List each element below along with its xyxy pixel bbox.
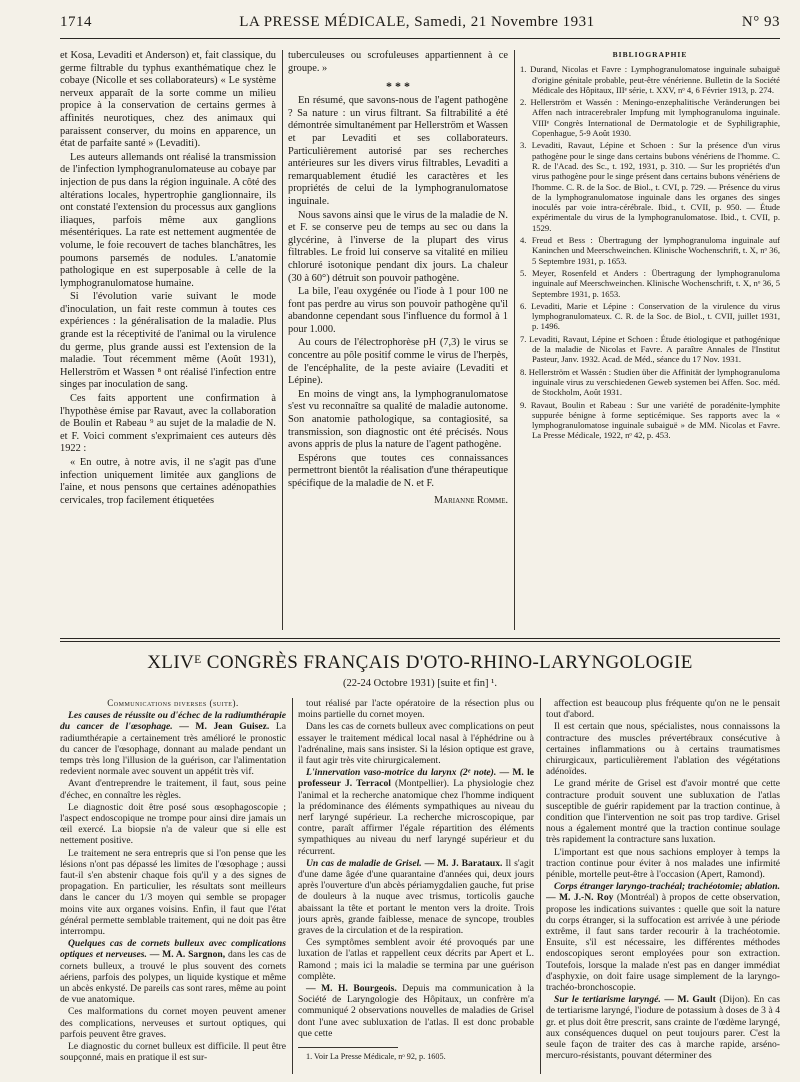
bibliography-list [520, 64, 780, 440]
footnote: 1. Voir La Presse Médicale, nᵒ 92, p. 1605. [306, 1052, 446, 1062]
running-title: LA PRESSE MÉDICALE, Samedi, 21 Novembre 1931 [239, 14, 595, 30]
paragraph: tuberculeuses ou scrofuleuses appartiennent à ce groupe. » [288, 50, 508, 74]
paragraph: Espérons que toutes ces connaissances permettront bientôt la réalisation d'une thérapeutique spécifique de la maladie de N. et F. [288, 452, 508, 489]
paragraph: Nous savons ainsi que le virus de la maladie de N. et F. se conserve peu de temps au sec ou dans la glycérine, à l'inverse de la plupart des virus filtrables. Le froid lui conserve sa vitalité en milieu chloruré isotonique pendant dix jours. La chaleur (30 à 60°) détruit son pouvoir pathogène. [288, 209, 508, 284]
paragraph: Le grand mérite de Grisel est d'avoir montré que cette contracture produit souvent une subluxation de l'atlas susceptible de guérir rapidement par la traction continue, à condition que l'intervention ne soit pas trop tardive. Grisel nous a également montré que la traction continue soulage très rapidement la contracture sans luxation. [546, 778, 780, 846]
article-lymphogranulomatose [60, 50, 780, 630]
top-column-2 [288, 50, 508, 630]
page-number: 1714 [60, 14, 92, 30]
paragraph: Au cours de l'électrophorèse pH (7,3) le virus se concentre au pôle positif comme le virus de l'herpès, de l'encéphalite, de la peste aviaire (Levaditi et Lépine). [288, 337, 508, 387]
paragraph: Le diagnostic doit être posé sous œsophagoscopie ; l'aspect endoscopique ne trompe pour ainsi dire jamais un œil exercé. La biopsie n'a de valeur que si elle est nettement positive. [60, 801, 286, 847]
bibliography-entry: 5. Meyer, Rosenfeld et Anders : Übertragung der lymphogranuloma inguinale auf Meerschweinchen. Klinische Wochenschrift, t. X, nᵒ 36, 5 Septembre 1931, p. 1653. [520, 267, 780, 299]
issue-number: N° 93 [741, 14, 780, 30]
communication: Quelques cas de cornets bulleux avec complications optiques et nerveuses. — M. A. Sargnon, dans les cas de cornets bulleux, a trouvé le plus souvent des cornets aériens, parfois des polypes, un liquide kystique et même un abcès enkysté. De pareils cas sont rares, même au point de vue anatomique. [60, 938, 286, 1006]
author-signature: Marianne Romme. [434, 494, 508, 506]
section-label: Communications diverses (suite). [107, 698, 239, 708]
paragraph: En moins de vingt ans, la lymphogranulomatose s'est vu reconnaître sa qualité de maladie autonome. Son anatomie pathologique, sa contagiosité, sa transmission, son diagnostic ont été précisés. Nous avons appris de plus la nature de l'agent pathogène. [288, 388, 508, 451]
paragraph: En résumé, que savons-nous de l'agent pathogène ? Sa nature : un virus filtrant. Sa filtrabilité a été démontrée simultanément par Hellerström et Wassen et par Levaditi et ses collaborateurs. Particulièrement autorisé par ses recherches antérieures sur les divers virus filtrables, Levaditi a remarquablement étudié les caractères et les propriétés de celui de la lymphogranulomatose inguinale. [288, 95, 508, 207]
paragraph: Il est certain que nous, spécialistes, nous connaissons la contracture des muscles prévertébraux consécutive à certaines inflammations ou à certains traumatismes chirurgicaux, particulièrement l'ablation des végétations adénoïdes. [546, 721, 780, 778]
paragraph: « En outre, à notre avis, il ne s'agit pas d'une infection uniquement limitée aux ganglions de l'aine, et nous pensons que certaines adénopathies cervicales, trop facilement étiquetées [60, 457, 276, 506]
paragraph: affection est beaucoup plus fréquente qu'on ne le pensait tout d'abord. [546, 698, 780, 721]
bottom-column-2 [298, 698, 534, 1074]
communication: Sur le tertiarisme laryngé. — M. Gault (Dijon). En cas de tertiarisme laryngé, l'iodure de potassium à doses de 3 à 4 gr. et plus doit être prescrit, sans crainte de l'œdème laryngé, aux conséquences duquel on peut toujours parer. C'est la seule façon de traiter des cas à marche rapide, arséno-mercuro-résistants, pouvant déterminer des [546, 994, 780, 1062]
bottom-column-3 [546, 698, 780, 1074]
column-rule [514, 50, 515, 630]
communication: Les causes de réussite ou d'échec de la radiumthérapie du cancer de l'œsophage. — M. Jean Guisez. La radiumthérapie a certainement très amélioré le pronostic du cancer de l'œsophage, donnant au malade pendant un temps très long l'illusion de la guérison, car l'alimentation redevient normale avec souvent un appétit très vif. [60, 710, 286, 778]
column-rule [282, 50, 283, 630]
section-stars: * * * [386, 79, 410, 94]
paragraph: L'important est que nous sachions employer à temps la traction continue pour éviter à nos malades une infirmité pénible, mortelle peut-être à l'occasion (Apert, Ramond). [546, 846, 780, 881]
bibliography [520, 50, 780, 630]
bottom-column-1 [60, 698, 286, 1074]
paragraph: Ces malformations du cornet moyen peuvent amener des complications, nerveuses et surtout optiques, qui parfois peuvent être graves. [60, 1006, 286, 1040]
section-divider [60, 638, 780, 639]
bibliography-entry: 4. Freud et Bess : Übertragung der lymphogranuloma inguinale auf Kaninchen und Meerschweinchen. Klinische Wochenschrift, t. X, nᵒ 36, 5 Septembre 1931, p. 1653. [520, 235, 780, 266]
paragraph: Si l'évolution varie suivant le mode d'inoculation, un fait reste commun à toutes ces expériences : la généralisation de la maladie. Plus grande est la réceptivité de l'animal ou la virulence du germe, plus grande aussi est l'extension de la maladie. Tout récemment même (Août 1931), Hellerström et Wassen ⁸ ont réalisé l'infection entre singes par inoculation de sang. [60, 291, 276, 391]
paragraph: tout réalisé par l'acte opératoire de la résection plus ou moins partielle du cornet moyen. [298, 698, 534, 721]
communication: Un cas de maladie de Grisel. — M. J. Barataux. Il s'agit d'une dame âgée d'une quarantaine d'années qui, deux jours après l'ouverture d'un abcès périamygdalien gauche, fut prise de douleurs à la nuque avec trismus, torticolis gauche abaissant la tête et portant le menton vers la droite. Trois jours après, grande faiblesse, menace de syncope, troubles graves de la circulation et de la respiration. [298, 857, 534, 937]
bibliography-entry: 3. Levaditi, Ravaut, Lépine et Schoen : Sur la présence d'un virus pathogène pour le singe dans certains bubons vénériens de l'homme. C. R. de l'Acad. des Sc., t. 192, 1931, p. 310. — Sur les propriétés d'un virus pathogène pour le singe présent dans certains bubons vénériens de l'homme. C. R. de la Soc. de Biol., t. CVI, p. 729. — Présence du virus de la lymphogranulomatose inguinale dans les organes des singes inoculés par voie intra-cérébrale. Ibid., t. CVII, p. 950. — Étude expérimentale du virus de la lymphogranulomatose. Ibid., t. CVII, p. 1529. [520, 140, 780, 233]
bibliography-title: BIBLIOGRAPHIE [612, 50, 688, 59]
top-column-1 [60, 50, 276, 630]
paragraph: Les auteurs allemands ont réalisé la transmission de l'infection lymphogranulomateuse au cobaye par injection de pus dans la région inguinale. A côté des altérations locales, hypertrophie ganglionnaire, ils ont constaté l'extension du processus aux ganglions iliaques, parfois même aux ganglions mésentériques. La rate est nettement augmentée de volume, le foie recouvert de taches blanchâtres, les poumons parsemés de nodules. L'anatomie pathologique en est superposable à celle de la lymphogranulomatose humaine. [60, 151, 276, 289]
congress-subtitle: (22-24 Octobre 1931) [suite et fin] ¹. [343, 678, 497, 689]
bibliography-entry: 1. Durand, Nicolas et Favre : Lymphogranulomatose inguinale subaiguë d'origine génitale probable, peut-être vénérienne. Bulletin de la Société Médicale des Hôpitaux, IIIᵉ série, t. XXV, nᵒ 4, 6 Février 1913, p. 274. [520, 64, 780, 95]
section-divider [60, 641, 780, 642]
footnote-rule [298, 1047, 398, 1048]
paragraph: Le traitement ne sera entrepris que si l'on pense que les lésions n'ont pas dépassé les limites de l'œsophage ; aussi faut-il s'en abstenir chaque fois qu'il y a des signes de propagation. En particulier, les résultats sont meilleurs dans le cancer du 1/3 moyen qui semble se propager moins vite aux organes voisins. Enfin, il faut que l'état général permette semblable traitement, qui ne doit pas être interrompu. [60, 847, 286, 938]
column-rule [540, 698, 541, 1074]
bibliography-entry: 6. Levaditi, Marie et Lépine : Conservation de la virulence du virus lymphogranulomateux. C. R. de la Soc. de Biol., t. CVII, juillet 1931, p. 1496. [520, 300, 780, 332]
paragraph: La bile, l'eau oxygénée ou l'iode à 1 pour 100 ne font pas perdre au virus son pouvoir pathogène qu'il abandonne cependant sous l'influence du formol à 1 pour 1.000. [288, 286, 508, 335]
congress-title: XLIVᴱ CONGRÈS FRANÇAIS D'OTO-RHINO-LARYNGOLOGIE [147, 652, 693, 673]
paragraph: Dans les cas de cornets bulleux avec complications on peut essayer le traitement médical local nasal à l'éphédrine ou à l'adrénaline, mais sans insister. Si la lésion optique est grave, il faut agir très vite chirurgicalement. [298, 721, 534, 767]
paragraph: et Kosa, Levaditi et Anderson) et, fait classique, du germe filtrable du typhus exanthématique chez le cobaye (Nicolle et ses collaborateurs) « Le système nerveux apparaît de la sorte comme un milieu propice à la conservation de certains germes à affinités neurotiques, chez des animaux qui paraissent conserver, du moins en apparence, un état de parfaite santé » (Levaditi). [60, 50, 276, 150]
running-head [60, 14, 780, 39]
bibliography-entry: 9. Ravaut, Boulin et Rabeau : Sur une variété de poradénite-lymphite suppurée bénigne à forme septicémique. Ses rapports avec la « lymphogranulomatose inguinale subaiguë » de MM. Nicolas et Favre. La Presse Médicale, 1922, nᵒ 42, p. 453. [520, 399, 780, 441]
paragraph: Le diagnostic du cornet bulleux est difficile. Il peut être soupçonné, mais en pratique il est sur- [60, 1041, 286, 1064]
bibliography-entry: 7. Levaditi, Ravaut, Lépine et Schoen : Étude étiologique et pathogénique de la maladie de Nicolas et Favre. A paraître Annales de l'Institut Pasteur, Janv. 1932. Acad. de Méd., séance du 17 Nov. 1931. [520, 333, 780, 365]
paragraph: Avant d'entreprendre le traitement, il faut, sous peine d'échec, en connaître les règles. [60, 778, 286, 801]
paragraph: Ces faits apportent une confirmation à l'hypothèse émise par Ravaut, avec la collaboration de Boulin et Rabeau ⁹ au sujet de la maladie de N. et F. Voici comment s'exprimaient ces auteurs dès 1922 : [60, 393, 276, 455]
bibliography-entry: 8. Hellerström et Wassén : Studien über die Affinität der lymphogranuloma inguinale virus zu verschiedenen Geweb systemen bei Affen. Soc. méd. de Stockholm, Août 1931. [520, 366, 780, 398]
newspaper-page [60, 14, 780, 1074]
communication: Corps étranger laryngo-trachéal; trachéotomie; ablation. — M. J.-N. Roy (Montréal) à propos de cette observation, propose les indications suivantes : quelle que soit la nature du corps étranger, si la suffocation est arrivée à une période extrême, il faut sans tarder recourir à la trachéotomie. Ensuite, s'il est nécessaire, les différentes méthodes endoscopiques seront employées pour son extraction. Toutefois, lorsque la malade n'est pas en danger immédiat d'asphyxie, on doit faire usage simplement de la laryngo-trachéo-bronchoscopie. [546, 881, 780, 994]
congress-report [60, 698, 780, 1074]
column-rule [292, 698, 293, 1074]
communication: L'innervation vaso-motrice du larynx (2ᵉ note). — M. le professeur J. Terracol (Montpellier). La physiologie chez l'animal et la recherche anatomique chez l'homme indiquent la prédominance des éléments sympathiques au niveau du nerf laryngé supérieur. La recherche microscopique, par contre, paraît affirmer l'égale répartition des éléments sympathiques au niveau du nerf laryngé supérieur et du récurrent. [298, 767, 534, 857]
communication: — M. H. Bourgeois. Depuis ma communication à la Société de Laryngologie des Hôpitaux, un confrère m'a communiqué 2 observations nouvelles de maladies de Grisel dont l'une avec subluxation de l'atlas. Il est donc probable que cette [298, 983, 534, 1039]
bibliography-entry: 2. Hellerström et Wassén : Meningo-enzephalitische Veränderungen bei Affen nach intracerebraler Impfung mit lymphogranuloma inguinale. VIIIᵉ Congrès International de Dermatologie et de Syphiligraphie, Copenhague, 5-9 Août 1930. [520, 97, 780, 139]
paragraph: Ces symptômes semblent avoir été provoqués par une luxation de l'atlas et rappellent ceux décrits par Apert et L. Ramond ; mais ici la maladie se termina par une guérison complète. [298, 937, 534, 982]
